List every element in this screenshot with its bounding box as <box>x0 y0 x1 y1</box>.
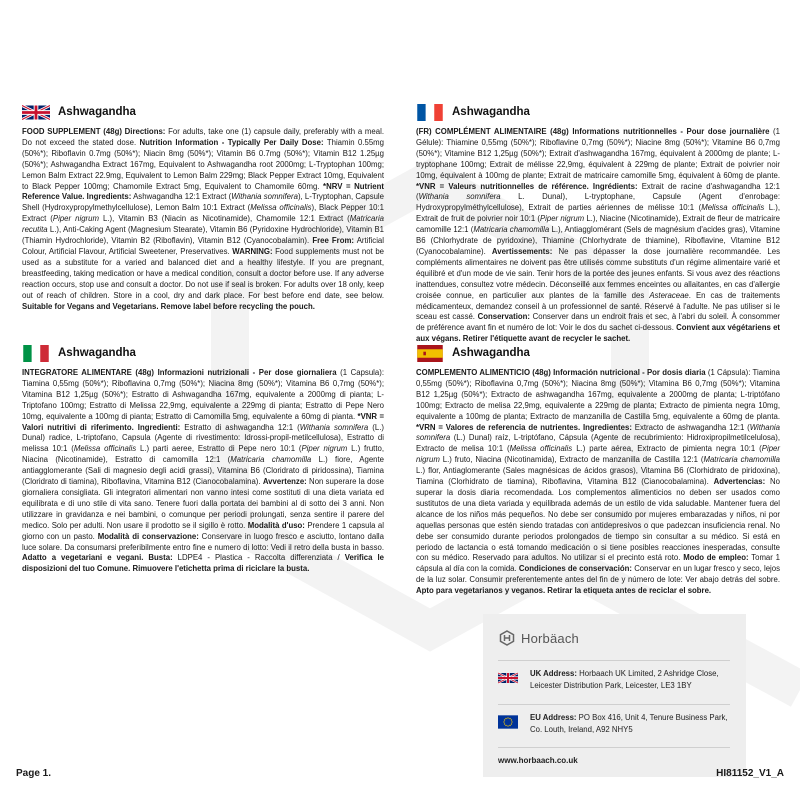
section-title: Ashwagandha <box>58 106 136 118</box>
section-italian <box>22 344 384 575</box>
uk-address-text: UK Address: Horbaach UK Limited, 2 Ashridge Close, Leicester Distribution Park, Leicester, LE3 1BY <box>530 669 719 690</box>
brand-logo <box>499 630 579 646</box>
section-title: Ashwagandha <box>452 347 530 359</box>
eu-flag-icon <box>498 715 518 729</box>
france-flag-icon <box>416 104 444 121</box>
section-spanish <box>416 344 780 597</box>
eu-address <box>498 712 735 735</box>
website-url: www.horbaach.co.uk <box>498 756 578 765</box>
uk-flag-icon <box>498 671 518 685</box>
horbaach-logo-icon <box>499 630 515 646</box>
divider <box>498 704 730 705</box>
section-body: FOOD SUPPLEMENT (48g) Directions: For adults, take one (1) capsule daily, preferably with a meal. Do not exceed the stated dose. Nutrition Information - Typically Per Daily Dose: Thiamin 0.55mg (50%*); Riboflavin 0.7mg (50%*); Niacin 8mg (50%*); Vitamin B6 0.7mg (50%*); Vitamin B12 1.25µg (50%*); Ashwagandha Extract 167mg, Equivalent to Ashwagandha root 2000mg; L-Tryptophan 100mg; Lemon Balm Extract 22.9mg, Equivalent to Lemon Balm 229mg; Black Pepper Extract 10mg, Equivalent to Black Pepper 100mg; Chamomile Extract 5mg, Equivalent to Chamomile 60mg. *NRV = Nutrient Reference Value. Ingredients: Ashwagandha 12:1 Extract (Withania somnifera), L-Tryptophan, Capsule Shell (Hydroxypropylmethylcellulose), Lemon Balm 10:1 Extract (Melissa officinalis), Black Pepper 10:1 Extract (Piper nigrum L.), Vitamin B3 (Niacin as Nicotinamide), Chamomile 12:1 Extract (Matricaria recutita L.), Anti-Caking Agent (Magnesium Stearate), Vitamin B6 (Pyridoxine Hydrochloride), Vitamin B1 (Thiamin Hydrochloride), Vitamin B2 (Riboflavin), Vitamin B12 (Cyanocobalamin). Free From: Artificial Colour, Artificial Flavour, Artificial Sweetener, Preservatives. WARNING: Food supplements must not be used as a substitute for a varied and balanced diet and a healthy lifestyle. If you are pregnant, breastfeeding, taking medication or have a medical condition, consult a doctor before use. If any adverse reaction occurs, stop use and consult a doctor. Do not use if seal is broken. For adults over 18 only, keep out of reach of children. Store in a cool, dry and dark place. For best before end date, see below. Suitable for Vegans and Vegetarians. Remove label before recycling the pouch. <box>22 127 385 311</box>
page-number: Page 1. <box>16 768 52 779</box>
divider <box>498 747 730 748</box>
uk-flag-icon <box>22 104 50 121</box>
section-english <box>22 103 384 312</box>
brand-address-box <box>483 614 746 777</box>
product-code: HI81152_V1_A <box>716 768 784 779</box>
italy-flag-icon <box>22 345 50 362</box>
brand-name: Horbäach <box>521 630 579 646</box>
section-body: INTEGRATORE ALIMENTARE (48g) Informazioni nutrizionali - Per dose giornaliera (1 Capsula): Tiamina 0,55mg (50%*); Riboflavina 0,7mg (50%*); Niacina 8mg (50%*); Vitamina B6 0,7mg (50%*); Vitamina B12 1,25µg (50%*); Estratto di Ashwagandha 167mg, equivalente a 2000mg di pianta; L-Triptofano 100mg; Estratto di Melissa 22,9mg, equivalente a 229mg di pianta; Estratto di Pepe Nero 10mg, equivalente a 100mg di pianta; Estratto di Camomilla 5mg, equivalente a 60mg di pianta. *VNR = Valori nutritivi di riferimento. Ingredienti: Estratto di ashwagandha 12:1 (Withania somnifera (L.) Dunal) radice, L-triptofano, Capsula (Agente di rivestimento: Idrossi-propil-metilcellulosa), Estratto di melissa 10:1 (Melissa officinalis L.) parti aeree, Estratto di Pepe nero 10:1 (Piper nigrum L.) frutto, Niacina (Nicotinamide), Estratto di camomilla 12:1 (Matricaria chamomilla L.) fiore, Agente antiagglomerante (Sali di magnesio degli acidi grassi), Vitamina B6 (Cloridrato di piridossina), Tiamina (Cloridrato di tiamina), Riboflavina, Vitamina B12 (Cianocobalamina). Avvertenze: Non superare la dose giornaliera consigliata. Gli integratori alimentari non vanno intesi come sostituti di una dieta variata ed equilibrata e di uno stile di vita sano. Tenere fuori dalla portata dei bambini al di sotto dei 3 anni. Non utilizzare in gravidanza e nei bambini, o comunque per periodi prolungati, senza sentire il parere del medico. Solo per adulti. Non usare il prodotto se il sigillo è rotto. Modalità d'uso: Prendere 1 capsula al giorno con un pasto. Modalità di conservazione: Conservare in luogo fresco e asciutto, lontano dalla luce solare. Da consumarsi preferibilmente entro fine e numero di lotto: Vedi il retro della busta in basso. Adatto a vegetariani e vegani. Busta: LDPE4 - Plastica - Raccolta differenziata / Verifica le disposizioni del tuo Comune. Rimuovere l'etichetta prima di riciclare la busta. <box>22 368 384 574</box>
section-body: COMPLEMENTO ALIMENTICIO (48g) Información nutricional - Por dosis diaria (1 Cápsula): Tiamina 0,55mg (50%*); Riboflavina 0,7mg (50%*); Niacina 8mg (50%*); Vitamina B6 0,7mg (50%*); Vitamina B12 1,25µg (50%*); Extracto de ashwagandha 167mg, equivalente a 2000mg de planta; L-triptófano 100mg; Extracto de melisa 22,9mg, equivalente a 229mg de planta; Extracto de pimienta negra 10mg, equivalente a 100mg de planta; Extracto de manzanilla de Castilla 5mg, equivalente a 60mg de planta. *VRN = Valores de referencia de nutrientes. Ingredientes: Extracto de ashwagandha 12:1 (Withania somnifera (L.) Dunal) raíz, L-triptófano, Cápsula (Agente de recubrimiento: Hidroxipropilmetilcelulosa), Extracto de melisa 10:1 (Melissa officinalis L.) parte aérea, Extracto de pimienta negra 10:1 (Piper nigrum L.) fruto, Niacina (Nicotinamida), Extracto de manzanilla de Castilla 12:1 (Matricaria chamomilla L.) flor, Antiaglomerante (Sales magnésicas de ácidos grasos), Vitamina B6 (Clorhidrato de piridoxina), Tiamina (Clorhidrato de tiamina), Riboflavina, Vitamina B12 (Cianocobalamina). Advertencias: No superar la dosis diaria recomendada. Los complementos alimenticios no deben ser usados como sustitutos de una dieta variada y equilibrada además de un estilo de vida saludable. Mantener fuera del alcance de los niños más pequeños. No debe ser consumido por mujeres embarazadas y niños, ni por aquellas personas que estén siendo tratadas con antidepresivos o que padezcan insuficiencia renal. No debe ser consumido durante periodos prolongados de tiempo sin consultar a su médico. Si está en periodo de lactancia o está tomando medicación o si tiene posibles reacciones inesperadas, consulte con su médico. Reservado para adultos. No utilizar si el precinto está roto. Modo de empleo: Tomar 1 cápsula al día con la comida. Condiciones de conservación: Conservar en un lugar fresco y seco, lejos de la luz solar. Consumir preferentemente antes del fin de y número de lote: Ver abajo detrás del sobre. Apto para vegetarianos y veganos. Retirar la etiqueta antes de reciclar el sobre. <box>416 368 780 596</box>
spain-flag-icon <box>416 345 444 362</box>
section-title: Ashwagandha <box>452 106 530 118</box>
uk-address <box>498 668 735 691</box>
section-french <box>416 103 780 345</box>
section-body: (FR) COMPLÉMENT ALIMENTAIRE (48g) Informations nutritionnelles - Pour dose journalière (1 Gélule): Thiamine 0,55mg (50%*); Riboflavine 0,7mg (50%*); Niacine 8mg (50%*); Vitamine B6 0,7mg (50%*); Vitamine B12 1,25µg (50%*); Extrait d'ashwagandha 167mg, équivalent à 2000mg de plante; L-tryptophane 100mg; Extrait de mélisse 22,9mg, équivalent à 229mg de plante; Extrait de poivrier noir 10mg, équivalent à 100mg de plante; Extrait de matricaire camomille 5mg, équivalent à 60mg de plante. *VNR = Valeurs nutritionnelles de référence. Ingrédients: Extrait de racine d'ashwagandha 12:1 (Withania somnifera L. Dunal), L-tryptophane, Capsule (Agent d'enrobage: Hydroxypropylméthylcellulose), Extrait de parties aériennes de mélisse 10:1 (Melissa officinalis L.), Extrait de fruit de poivrier noir 10:1 (Piper nigrum L.), Niacine (Nicotinamide), Extrait de fleur de matricaire camomille 12:1 (Matricaria chamomilla L.), Antiagglomérant (Sels de magnésium d'acides gras), Vitamine B6 (Chlorhydrate de pyridoxine), Thiamine (Chlorhydrate de thiamine), Riboflavine, Vitamine B12 (Cyanocobalamine). Avertissements: Ne pas dépasser la dose journalière recommandée. Les compléments alimentaires ne doivent pas être utilisés comme substituts d'un régime alimentaire varié et équilibré et d'un mode de vie sain. Tenir hors de la portée des jeunes enfants. Si vous avez des réactions inattendues, consultez votre médecin. Déconseillé aux femmes enceintes ou allaitantes, en cas d'allergie croisée connue, en particulier aux plantes de la famille des Asteraceae. En cas de traitements médicamenteux, demandez conseil à un professionnel de santé. Réservé à l'adulte. Ne pas utiliser si le sceau est cassé. Conservation: Conserver dans un endroit frais et sec, à l'abri du soleil. À consommer de préférence avant fin et numéro de lot: Voir le dos du sachet ci-dessous. Convient aux végétariens et aux végans. Retirer l'étiquette avant de recycler le sachet. <box>416 127 781 344</box>
divider <box>498 660 730 661</box>
section-title: Ashwagandha <box>58 347 136 359</box>
eu-address-text: EU Address: PO Box 416, Unit 4, Tenure Business Park, Co. Louth, Ireland, A92 NHY5 <box>530 713 728 734</box>
